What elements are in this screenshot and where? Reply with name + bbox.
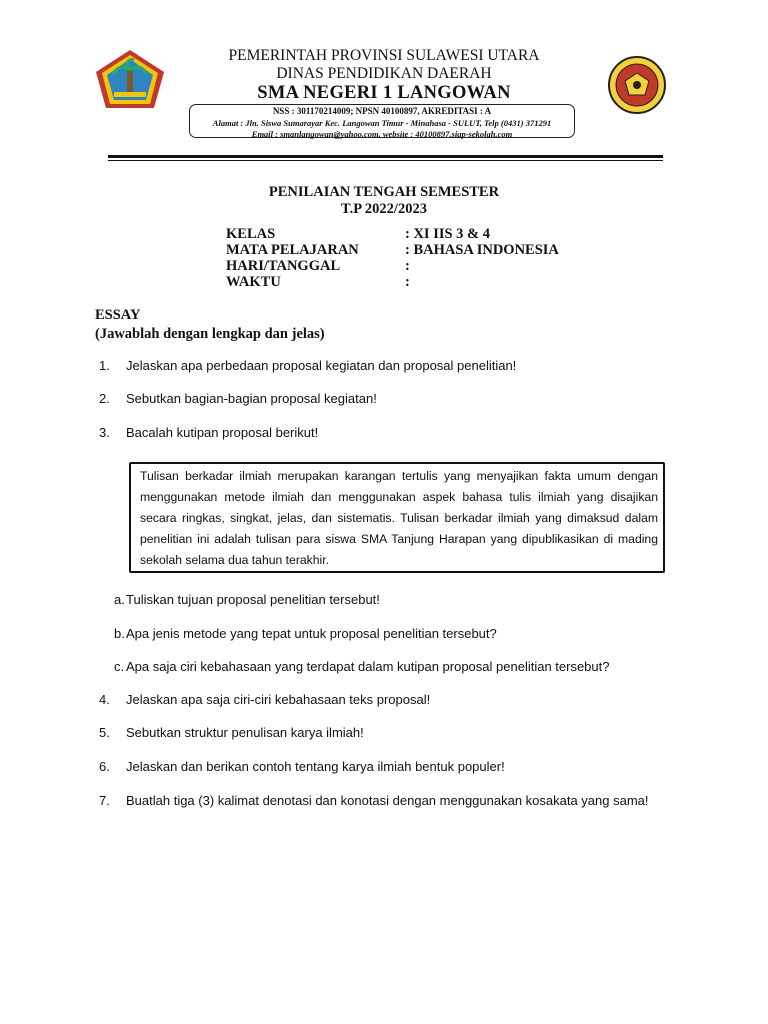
question-number: 7. bbox=[99, 793, 110, 808]
section-instruction: (Jawablah dengan lengkap dan jelas) bbox=[95, 326, 325, 342]
meta-value-mapel: : BAHASA INDONESIA bbox=[405, 242, 559, 258]
meta-label-mapel: MATA PELAJARAN bbox=[226, 242, 359, 258]
government-name: PEMERINTAH PROVINSI SULAWESI UTARA bbox=[228, 47, 540, 64]
question-text: Bacalah kutipan proposal berikut! bbox=[126, 425, 319, 440]
exam-title: PENILAIAN TENGAH SEMESTER bbox=[268, 184, 500, 200]
question-number: 5. bbox=[99, 725, 110, 740]
sub-question-letter: a. bbox=[114, 592, 125, 607]
question-number: 3. bbox=[99, 425, 110, 440]
meta-label-tanggal: HARI/TANGGAL bbox=[226, 258, 341, 274]
department-name: DINAS PENDIDIKAN DAERAH bbox=[276, 65, 492, 82]
sub-question-text: Apa saja ciri kebahasaan yang terdapat dalam kutipan proposal penelitian tersebut? bbox=[126, 659, 610, 674]
sub-question-text: Tuliskan tujuan proposal penelitian tersebut! bbox=[126, 592, 380, 607]
sub-question-text: Apa jenis metode yang tepat untuk proposal penelitian tersebut? bbox=[126, 626, 497, 641]
header-divider-thin bbox=[108, 160, 663, 161]
section-title: ESSAY bbox=[95, 307, 141, 323]
meta-label-waktu: WAKTU bbox=[226, 274, 281, 290]
meta-value-kelas: : XI IIS 3 & 4 bbox=[405, 226, 490, 242]
question-text: Jelaskan apa saja ciri-ciri kebahasaan teks proposal! bbox=[126, 692, 431, 707]
question-number: 2. bbox=[99, 391, 110, 406]
header-divider-thick bbox=[108, 155, 663, 158]
question-number: 4. bbox=[99, 692, 110, 707]
meta-value-tanggal: : bbox=[405, 258, 410, 274]
question-text: Sebutkan struktur penulisan karya ilmiah! bbox=[126, 725, 364, 740]
quote-text: Tulisan berkadar ilmiah merupakan karangan tertulis yang menyajikan fakta umum dengan menggunakan metode ilmiah dan menggunakan aspek bahasa tulis ilmiah yang disajikan secara ringkas, singkat, jelas, dan sistematis. Tulisan berkadar ilmiah yang dimaksud dalam penelitian ini adalah tulisan para siswa SMA Tanjung Harapan yang dipublikasikan di mading sekolah selama dua tahun terakhir. bbox=[140, 469, 658, 567]
question-text: Sebutkan bagian-bagian proposal kegiatan! bbox=[126, 391, 377, 406]
school-email-line: Email : smanlangowan@yahoo.com, website : 40100897.siap-sekolah.com bbox=[251, 128, 513, 139]
school-name: SMA NEGERI 1 LANGOWAN bbox=[257, 83, 511, 103]
question-number: 6. bbox=[99, 759, 110, 774]
school-nss-line: NSS : 301170214009; NPSN 40100897, AKREDITASI : A bbox=[272, 106, 492, 116]
exam-year: T.P 2022/2023 bbox=[341, 201, 427, 217]
sub-question-letter: c. bbox=[114, 659, 125, 674]
meta-value-waktu: : bbox=[405, 274, 410, 290]
school-address-line: Alamat : Jln. Siswa Sumarayar Kec. Langowan Timur - Minahasa - SULUT, Telp (0431) 371291 bbox=[212, 118, 552, 128]
meta-label-kelas: KELAS bbox=[226, 226, 276, 242]
question-text: Buatlah tiga (3) kalimat denotasi dan konotasi dengan menggunakan kosakata yang sama! bbox=[126, 793, 649, 808]
question-number: 1. bbox=[99, 358, 110, 373]
question-text: Jelaskan apa perbedaan proposal kegiatan dan proposal penelitian! bbox=[126, 358, 517, 373]
question-text: Jelaskan dan berikan contoh tentang karya ilmiah bentuk populer! bbox=[126, 759, 505, 774]
sub-question-letter: b. bbox=[114, 626, 125, 641]
